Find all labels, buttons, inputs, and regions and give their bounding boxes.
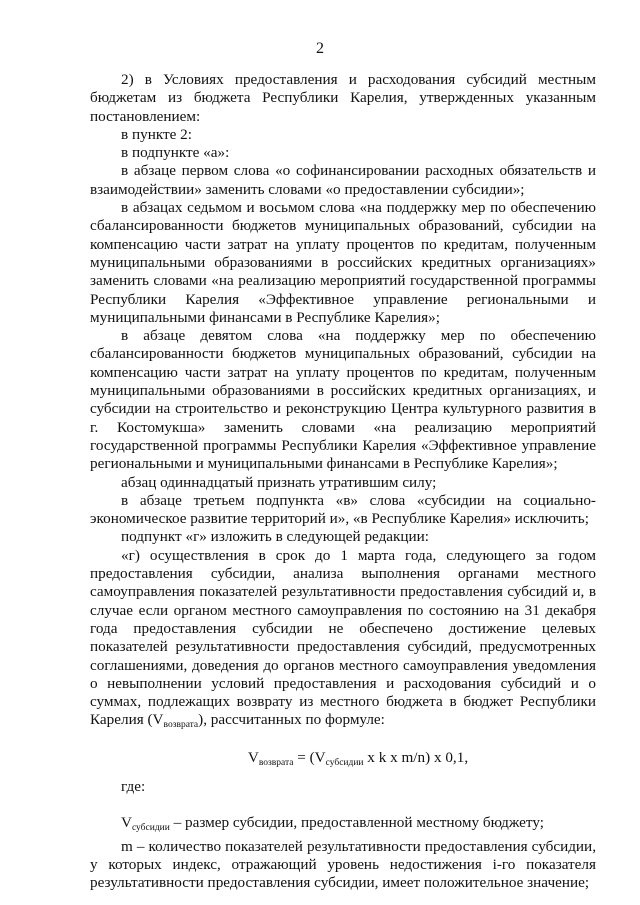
- formula-v: V: [247, 748, 259, 766]
- paragraph: подпункт «г» изложить в следующей редакции:: [121, 528, 430, 546]
- spacer: [90, 796, 596, 814]
- paragraph-tail: ), рассчитанных по формуле:: [198, 711, 385, 729]
- formula: [90, 749, 596, 772]
- formula-eq: = (V: [293, 748, 326, 766]
- paragraph: в пункте 2:: [121, 125, 192, 143]
- paragraph: 2) в Условиях предоставления и расходования субсидий местным бюджетам из бюджета Республики Карелия, утвержденных указанным постановлением:: [90, 71, 596, 125]
- paragraph: в абзаце первом слова «о софинансировании расходных обязательств и взаимодействии» заменить словами «о предоставлении субсидии»;: [90, 162, 596, 198]
- definition-m: m – количество показателей результативности предоставления субсидии, у которых индекс, отражающий уровень недостижения i-го показателя результативности предоставления субсидии, имеет положительное значение;: [90, 837, 596, 892]
- formula-v-subscript: возврата: [258, 757, 294, 768]
- paragraph: в подпункте «а»:: [121, 144, 230, 162]
- paragraph: в абзаце третьем подпункта «в» слова «субсидии на социально-экономическое развитие территорий и», «в Республике Карелия» исключить;: [90, 491, 596, 528]
- document-body: [90, 71, 596, 892]
- definition-v-subsidy: [90, 814, 596, 837]
- formula-rest: x k x m/n) x 0,1,: [363, 748, 469, 766]
- def-v-subscript: субсидии: [131, 823, 170, 834]
- page-number: 2: [316, 40, 324, 57]
- paragraph: в абзацах седьмом и восьмом слова «на поддержку мер по обеспечению сбалансированности бюджетов муниципальных образований, субсидии на компенсацию части затрат на уплату процентов по кредитам, полученным муниципальными образованиями в российских кредитных организациях» заменить словами «на реализацию мероприятий государственной программы Республики Карелия «Эффективное управление региональными и муниципальными финансами в Республике Карелия»;: [90, 199, 596, 326]
- where-label: где:: [121, 777, 146, 795]
- def-v: V: [121, 814, 132, 832]
- paragraph-subparagraph-g: [90, 547, 596, 735]
- paragraph: абзац одиннадцатый признать утратившим силу;: [121, 473, 437, 491]
- paragraph: в абзаце девятом слова «на поддержку мер по обеспечению сбалансированности бюджетов муниципальных образований, субсидии на компенсацию части затрат на уплату процентов по кредитам, полученным муниципальными образованиями в российских кредитных организациях, и субсидии на строительство и реконструкцию Центра культурного развития в г. Костомукша» заменить словами «на реализацию мероприятий государственной программы Республики Карелия «Эффективное управление региональными и муниципальными финансами в Республике Карелия»;: [90, 327, 596, 473]
- formula-subsidy-subscript: субсидии: [325, 757, 364, 768]
- paragraph-text: «г) осуществления в срок до 1 марта года, следующего за годом предоставления субсидии, анализа выполнения органами местного самоуправления показателей результативности предоставления субсидий и, в случае если органом местного самоуправления по состоянию на 31 декабря года предоставления субсидии не обеспечено достижение целевых показателей результативности предоставления субсидий, предусмотренных соглашениями, доведения до органов местного самоуправления уведомления о невыполнении условий предоставления и расходования субсидий и о суммах, подлежащих возврату из местного бюджета в бюджет Республики Карелия (V: [90, 546, 596, 729]
- def-text: – размер субсидии, предоставленной местному бюджету;: [169, 814, 544, 832]
- subscript-vozvrata: возврата: [163, 720, 199, 731]
